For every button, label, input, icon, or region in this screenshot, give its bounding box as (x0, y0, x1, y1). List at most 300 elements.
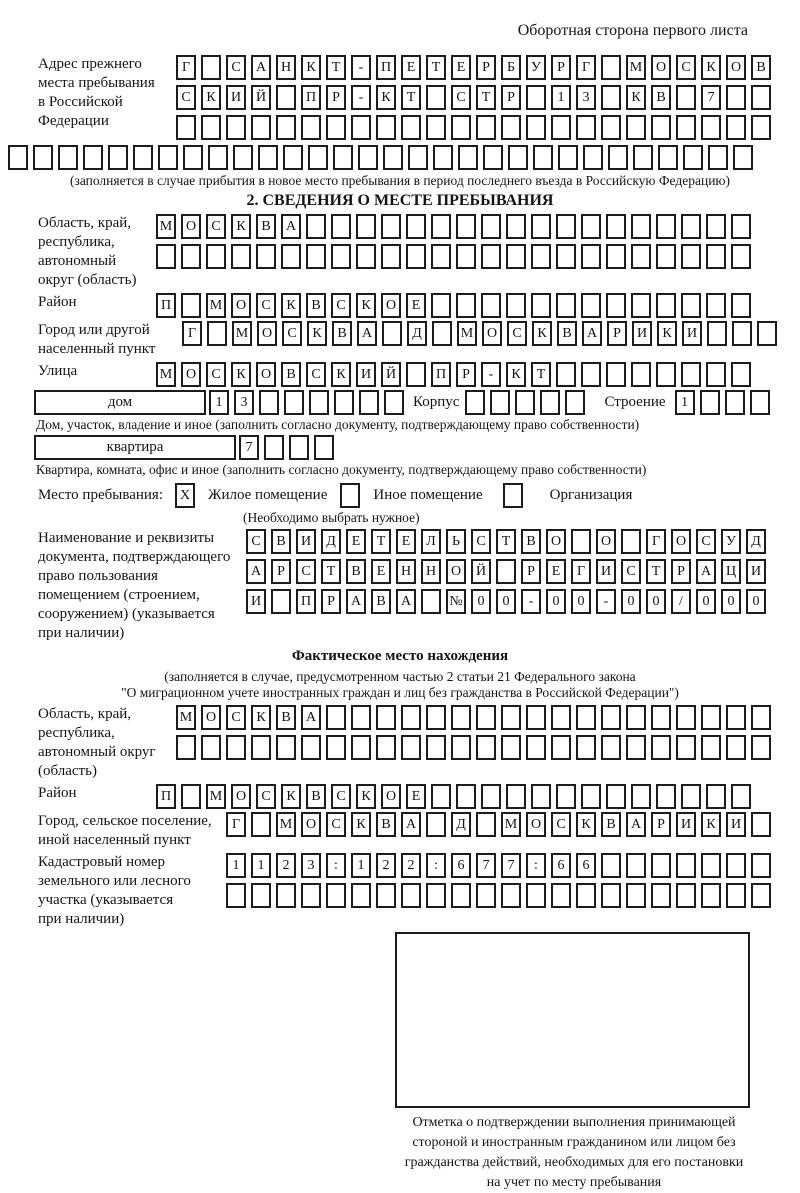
char-cell[interactable]: И (226, 85, 246, 110)
char-cell[interactable] (451, 735, 471, 760)
char-cell[interactable] (283, 145, 303, 170)
char-cell[interactable] (631, 244, 651, 269)
char-cell[interactable] (382, 321, 402, 346)
char-cell[interactable]: 2 (401, 853, 421, 878)
char-cell[interactable] (606, 244, 626, 269)
char-cell[interactable] (751, 853, 771, 878)
char-cell[interactable]: № (446, 589, 466, 614)
char-cell[interactable]: Д (451, 812, 471, 837)
char-cell[interactable] (201, 115, 221, 140)
char-cell[interactable] (276, 115, 296, 140)
char-cell[interactable] (309, 390, 329, 415)
char-cell[interactable]: Е (406, 784, 426, 809)
char-cell[interactable]: О (546, 529, 566, 554)
char-cell[interactable]: О (257, 321, 277, 346)
char-cell[interactable]: О (181, 362, 201, 387)
char-cell[interactable]: К (301, 55, 321, 80)
char-cell[interactable]: Г (182, 321, 202, 346)
char-cell[interactable]: Р (476, 55, 496, 80)
char-cell[interactable]: М (206, 293, 226, 318)
char-cell[interactable]: 1 (551, 85, 571, 110)
char-cell[interactable] (431, 214, 451, 239)
char-cell[interactable]: К (701, 55, 721, 80)
char-cell[interactable]: 1 (675, 390, 695, 415)
street-cells[interactable] (156, 362, 756, 387)
char-cell[interactable] (626, 735, 646, 760)
char-cell[interactable] (731, 293, 751, 318)
char-cell[interactable] (751, 705, 771, 730)
char-cell[interactable]: О (301, 812, 321, 837)
char-cell[interactable] (426, 705, 446, 730)
char-cell[interactable]: Т (321, 559, 341, 584)
char-cell[interactable] (158, 145, 178, 170)
char-cell[interactable] (326, 735, 346, 760)
char-cell[interactable] (726, 853, 746, 878)
char-cell[interactable]: К (532, 321, 552, 346)
char-cell[interactable]: Л (421, 529, 441, 554)
char-cell[interactable] (481, 784, 501, 809)
char-cell[interactable] (656, 293, 676, 318)
char-cell[interactable]: О (482, 321, 502, 346)
char-cell[interactable] (551, 705, 571, 730)
char-cell[interactable] (526, 85, 546, 110)
char-cell[interactable] (381, 214, 401, 239)
char-cell[interactable] (601, 735, 621, 760)
char-cell[interactable]: С (331, 293, 351, 318)
char-cell[interactable] (656, 214, 676, 239)
char-cell[interactable]: К (376, 85, 396, 110)
char-cell[interactable]: О (651, 55, 671, 80)
char-cell[interactable] (757, 321, 777, 346)
char-cell[interactable]: - (521, 589, 541, 614)
char-cell[interactable] (731, 214, 751, 239)
char-cell[interactable]: У (526, 55, 546, 80)
char-cell[interactable] (701, 883, 721, 908)
char-cell[interactable]: И (746, 559, 766, 584)
char-cell[interactable]: Р (671, 559, 691, 584)
char-cell[interactable]: Й (471, 559, 491, 584)
char-cell[interactable]: М (501, 812, 521, 837)
char-cell[interactable]: И (726, 812, 746, 837)
char-cell[interactable]: М (176, 705, 196, 730)
korpus-cells[interactable] (465, 390, 590, 415)
char-cell[interactable] (676, 853, 696, 878)
char-cell[interactable] (456, 293, 476, 318)
char-cell[interactable]: Г (571, 559, 591, 584)
char-cell[interactable]: О (671, 529, 691, 554)
char-cell[interactable] (451, 115, 471, 140)
char-cell[interactable]: Ь (446, 529, 466, 554)
char-cell[interactable]: Н (276, 55, 296, 80)
char-cell[interactable] (551, 883, 571, 908)
char-cell[interactable]: 7 (701, 85, 721, 110)
char-cell[interactable] (733, 145, 753, 170)
char-cell[interactable]: С (226, 55, 246, 80)
char-cell[interactable] (681, 784, 701, 809)
char-cell[interactable]: 1 (226, 853, 246, 878)
char-cell[interactable]: А (626, 812, 646, 837)
char-cell[interactable] (326, 115, 346, 140)
char-cell[interactable]: С (296, 559, 316, 584)
char-cell[interactable]: Р (271, 559, 291, 584)
char-cell[interactable] (731, 244, 751, 269)
char-cell[interactable]: 0 (471, 589, 491, 614)
char-cell[interactable] (501, 115, 521, 140)
char-cell[interactable]: А (357, 321, 377, 346)
char-cell[interactable]: И (246, 589, 266, 614)
char-cell[interactable]: Г (576, 55, 596, 80)
char-cell[interactable]: : (326, 853, 346, 878)
char-cell[interactable] (421, 589, 441, 614)
char-cell[interactable] (526, 705, 546, 730)
char-cell[interactable] (726, 883, 746, 908)
char-cell[interactable] (551, 115, 571, 140)
char-cell[interactable]: 0 (696, 589, 716, 614)
char-cell[interactable] (608, 145, 628, 170)
char-cell[interactable] (676, 705, 696, 730)
char-cell[interactable] (501, 883, 521, 908)
char-cell[interactable] (556, 293, 576, 318)
char-cell[interactable] (251, 812, 271, 837)
char-cell[interactable] (201, 55, 221, 80)
char-cell[interactable]: В (651, 85, 671, 110)
char-cell[interactable] (426, 735, 446, 760)
char-cell[interactable] (451, 883, 471, 908)
char-cell[interactable] (356, 244, 376, 269)
char-cell[interactable] (251, 115, 271, 140)
char-cell[interactable] (326, 883, 346, 908)
char-cell[interactable]: А (396, 589, 416, 614)
char-cell[interactable]: С (176, 85, 196, 110)
char-cell[interactable] (301, 115, 321, 140)
char-cell[interactable]: А (346, 589, 366, 614)
char-cell[interactable]: С (326, 812, 346, 837)
char-cell[interactable]: Е (396, 529, 416, 554)
char-cell[interactable]: В (521, 529, 541, 554)
char-cell[interactable] (626, 883, 646, 908)
char-cell[interactable] (606, 362, 626, 387)
apartment-type-box[interactable]: квартира (34, 435, 236, 460)
char-cell[interactable] (456, 244, 476, 269)
char-cell[interactable] (508, 145, 528, 170)
char-cell[interactable] (306, 244, 326, 269)
char-cell[interactable]: И (356, 362, 376, 387)
char-cell[interactable] (707, 321, 727, 346)
city-cells[interactable] (182, 321, 782, 346)
char-cell[interactable] (406, 362, 426, 387)
char-cell[interactable] (651, 883, 671, 908)
char-cell[interactable] (656, 784, 676, 809)
char-cell[interactable] (281, 244, 301, 269)
district-cells[interactable] (156, 293, 756, 318)
char-cell[interactable] (626, 853, 646, 878)
char-cell[interactable] (433, 145, 453, 170)
char-cell[interactable] (256, 244, 276, 269)
char-cell[interactable]: Т (496, 529, 516, 554)
char-cell[interactable]: В (557, 321, 577, 346)
char-cell[interactable] (583, 145, 603, 170)
char-cell[interactable]: М (626, 55, 646, 80)
char-cell[interactable] (401, 705, 421, 730)
char-cell[interactable] (201, 735, 221, 760)
char-cell[interactable] (351, 735, 371, 760)
char-cell[interactable] (631, 293, 651, 318)
char-cell[interactable] (465, 390, 485, 415)
stroenie-cells[interactable] (675, 390, 775, 415)
char-cell[interactable]: - (351, 85, 371, 110)
char-cell[interactable]: О (181, 214, 201, 239)
char-cell[interactable] (651, 115, 671, 140)
char-cell[interactable]: М (232, 321, 252, 346)
char-cell[interactable]: 2 (276, 853, 296, 878)
previous-address-row-1[interactable] (176, 55, 776, 80)
char-cell[interactable] (401, 115, 421, 140)
char-cell[interactable]: П (301, 85, 321, 110)
char-cell[interactable]: У (721, 529, 741, 554)
char-cell[interactable] (476, 883, 496, 908)
char-cell[interactable] (426, 115, 446, 140)
char-cell[interactable]: А (582, 321, 602, 346)
char-cell[interactable]: С (551, 812, 571, 837)
char-cell[interactable] (606, 293, 626, 318)
char-cell[interactable] (506, 784, 526, 809)
char-cell[interactable]: : (426, 853, 446, 878)
char-cell[interactable]: В (271, 529, 291, 554)
char-cell[interactable]: В (371, 589, 391, 614)
char-cell[interactable] (226, 883, 246, 908)
char-cell[interactable]: С (206, 362, 226, 387)
char-cell[interactable] (676, 115, 696, 140)
char-cell[interactable]: С (206, 214, 226, 239)
char-cell[interactable] (700, 390, 720, 415)
char-cell[interactable] (490, 390, 510, 415)
char-cell[interactable] (231, 244, 251, 269)
char-cell[interactable] (706, 784, 726, 809)
char-cell[interactable]: С (507, 321, 527, 346)
char-cell[interactable] (701, 853, 721, 878)
char-cell[interactable] (571, 529, 591, 554)
char-cell[interactable]: О (231, 293, 251, 318)
region-cells-2[interactable] (156, 244, 756, 269)
char-cell[interactable]: 0 (646, 589, 666, 614)
char-cell[interactable] (426, 883, 446, 908)
char-cell[interactable] (156, 244, 176, 269)
char-cell[interactable] (606, 784, 626, 809)
char-cell[interactable] (358, 145, 378, 170)
char-cell[interactable] (731, 362, 751, 387)
char-cell[interactable]: 3 (234, 390, 254, 415)
char-cell[interactable]: П (431, 362, 451, 387)
char-cell[interactable]: К (626, 85, 646, 110)
char-cell[interactable]: И (632, 321, 652, 346)
char-cell[interactable]: К (251, 705, 271, 730)
char-cell[interactable] (576, 735, 596, 760)
char-cell[interactable] (526, 883, 546, 908)
char-cell[interactable] (383, 145, 403, 170)
char-cell[interactable] (426, 812, 446, 837)
char-cell[interactable] (331, 244, 351, 269)
char-cell[interactable]: А (401, 812, 421, 837)
char-cell[interactable] (581, 784, 601, 809)
char-cell[interactable]: М (156, 362, 176, 387)
char-cell[interactable] (556, 244, 576, 269)
document-cells-2[interactable] (246, 559, 771, 584)
char-cell[interactable] (531, 293, 551, 318)
char-cell[interactable]: Й (381, 362, 401, 387)
char-cell[interactable] (384, 390, 404, 415)
char-cell[interactable] (426, 85, 446, 110)
char-cell[interactable]: О (596, 529, 616, 554)
char-cell[interactable] (726, 735, 746, 760)
char-cell[interactable]: Т (326, 55, 346, 80)
char-cell[interactable]: Д (746, 529, 766, 554)
char-cell[interactable]: О (726, 55, 746, 80)
char-cell[interactable] (556, 362, 576, 387)
char-cell[interactable] (226, 735, 246, 760)
char-cell[interactable]: М (206, 784, 226, 809)
char-cell[interactable]: С (471, 529, 491, 554)
char-cell[interactable] (481, 244, 501, 269)
previous-address-row-3[interactable] (176, 115, 776, 140)
char-cell[interactable] (183, 145, 203, 170)
char-cell[interactable] (401, 735, 421, 760)
char-cell[interactable] (408, 145, 428, 170)
char-cell[interactable]: О (256, 362, 276, 387)
house-type-box[interactable]: дом (34, 390, 206, 415)
char-cell[interactable] (651, 705, 671, 730)
char-cell[interactable] (356, 214, 376, 239)
char-cell[interactable]: - (596, 589, 616, 614)
char-cell[interactable] (676, 735, 696, 760)
char-cell[interactable]: К (201, 85, 221, 110)
char-cell[interactable]: М (457, 321, 477, 346)
char-cell[interactable]: Е (346, 529, 366, 554)
char-cell[interactable] (751, 115, 771, 140)
char-cell[interactable]: 0 (746, 589, 766, 614)
char-cell[interactable] (481, 293, 501, 318)
char-cell[interactable]: Р (607, 321, 627, 346)
char-cell[interactable] (301, 735, 321, 760)
char-cell[interactable]: И (296, 529, 316, 554)
char-cell[interactable]: - (351, 55, 371, 80)
char-cell[interactable] (501, 705, 521, 730)
char-cell[interactable]: С (451, 85, 471, 110)
char-cell[interactable] (406, 244, 426, 269)
char-cell[interactable] (181, 784, 201, 809)
char-cell[interactable] (176, 115, 196, 140)
char-cell[interactable] (576, 705, 596, 730)
char-cell[interactable] (376, 735, 396, 760)
char-cell[interactable]: К (356, 784, 376, 809)
char-cell[interactable]: : (526, 853, 546, 878)
char-cell[interactable]: В (751, 55, 771, 80)
char-cell[interactable]: Е (406, 293, 426, 318)
char-cell[interactable] (496, 559, 516, 584)
char-cell[interactable] (251, 883, 271, 908)
char-cell[interactable]: 0 (721, 589, 741, 614)
char-cell[interactable]: О (526, 812, 546, 837)
char-cell[interactable] (401, 883, 421, 908)
char-cell[interactable] (656, 244, 676, 269)
char-cell[interactable]: И (676, 812, 696, 837)
char-cell[interactable] (476, 735, 496, 760)
char-cell[interactable] (276, 85, 296, 110)
char-cell[interactable] (551, 735, 571, 760)
char-cell[interactable] (681, 214, 701, 239)
char-cell[interactable]: С (256, 784, 276, 809)
char-cell[interactable] (406, 214, 426, 239)
char-cell[interactable]: Н (396, 559, 416, 584)
char-cell[interactable]: - (481, 362, 501, 387)
char-cell[interactable]: С (282, 321, 302, 346)
char-cell[interactable] (683, 145, 703, 170)
char-cell[interactable]: О (446, 559, 466, 584)
char-cell[interactable] (326, 705, 346, 730)
char-cell[interactable]: Й (251, 85, 271, 110)
document-cells-3[interactable] (246, 589, 771, 614)
char-cell[interactable] (581, 293, 601, 318)
char-cell[interactable]: Т (531, 362, 551, 387)
char-cell[interactable] (515, 390, 535, 415)
char-cell[interactable]: Р (521, 559, 541, 584)
char-cell[interactable] (351, 883, 371, 908)
char-cell[interactable] (208, 145, 228, 170)
char-cell[interactable] (456, 784, 476, 809)
char-cell[interactable] (706, 214, 726, 239)
char-cell[interactable]: П (156, 293, 176, 318)
char-cell[interactable]: 1 (351, 853, 371, 878)
char-cell[interactable]: Ц (721, 559, 741, 584)
apartment-number-cells[interactable] (239, 435, 339, 460)
char-cell[interactable] (626, 115, 646, 140)
char-cell[interactable] (376, 883, 396, 908)
char-cell[interactable]: Г (226, 812, 246, 837)
char-cell[interactable] (576, 883, 596, 908)
char-cell[interactable]: О (381, 293, 401, 318)
char-cell[interactable]: 0 (546, 589, 566, 614)
char-cell[interactable]: В (281, 362, 301, 387)
char-cell[interactable] (751, 85, 771, 110)
char-cell[interactable] (431, 293, 451, 318)
char-cell[interactable] (601, 55, 621, 80)
char-cell[interactable] (531, 784, 551, 809)
char-cell[interactable]: К (657, 321, 677, 346)
char-cell[interactable] (276, 883, 296, 908)
char-cell[interactable] (251, 735, 271, 760)
char-cell[interactable]: П (376, 55, 396, 80)
char-cell[interactable] (601, 853, 621, 878)
actual-city-cells[interactable] (226, 812, 776, 837)
char-cell[interactable] (750, 390, 770, 415)
char-cell[interactable]: Р (651, 812, 671, 837)
char-cell[interactable] (681, 362, 701, 387)
char-cell[interactable]: 6 (551, 853, 571, 878)
char-cell[interactable]: Р (456, 362, 476, 387)
char-cell[interactable]: Т (426, 55, 446, 80)
char-cell[interactable] (706, 362, 726, 387)
char-cell[interactable]: Г (176, 55, 196, 80)
char-cell[interactable] (732, 321, 752, 346)
char-cell[interactable]: 0 (621, 589, 641, 614)
char-cell[interactable]: С (306, 362, 326, 387)
char-cell[interactable] (431, 784, 451, 809)
char-cell[interactable] (601, 883, 621, 908)
char-cell[interactable] (601, 705, 621, 730)
char-cell[interactable]: В (306, 293, 326, 318)
char-cell[interactable]: Р (551, 55, 571, 80)
char-cell[interactable] (259, 390, 279, 415)
char-cell[interactable] (206, 244, 226, 269)
